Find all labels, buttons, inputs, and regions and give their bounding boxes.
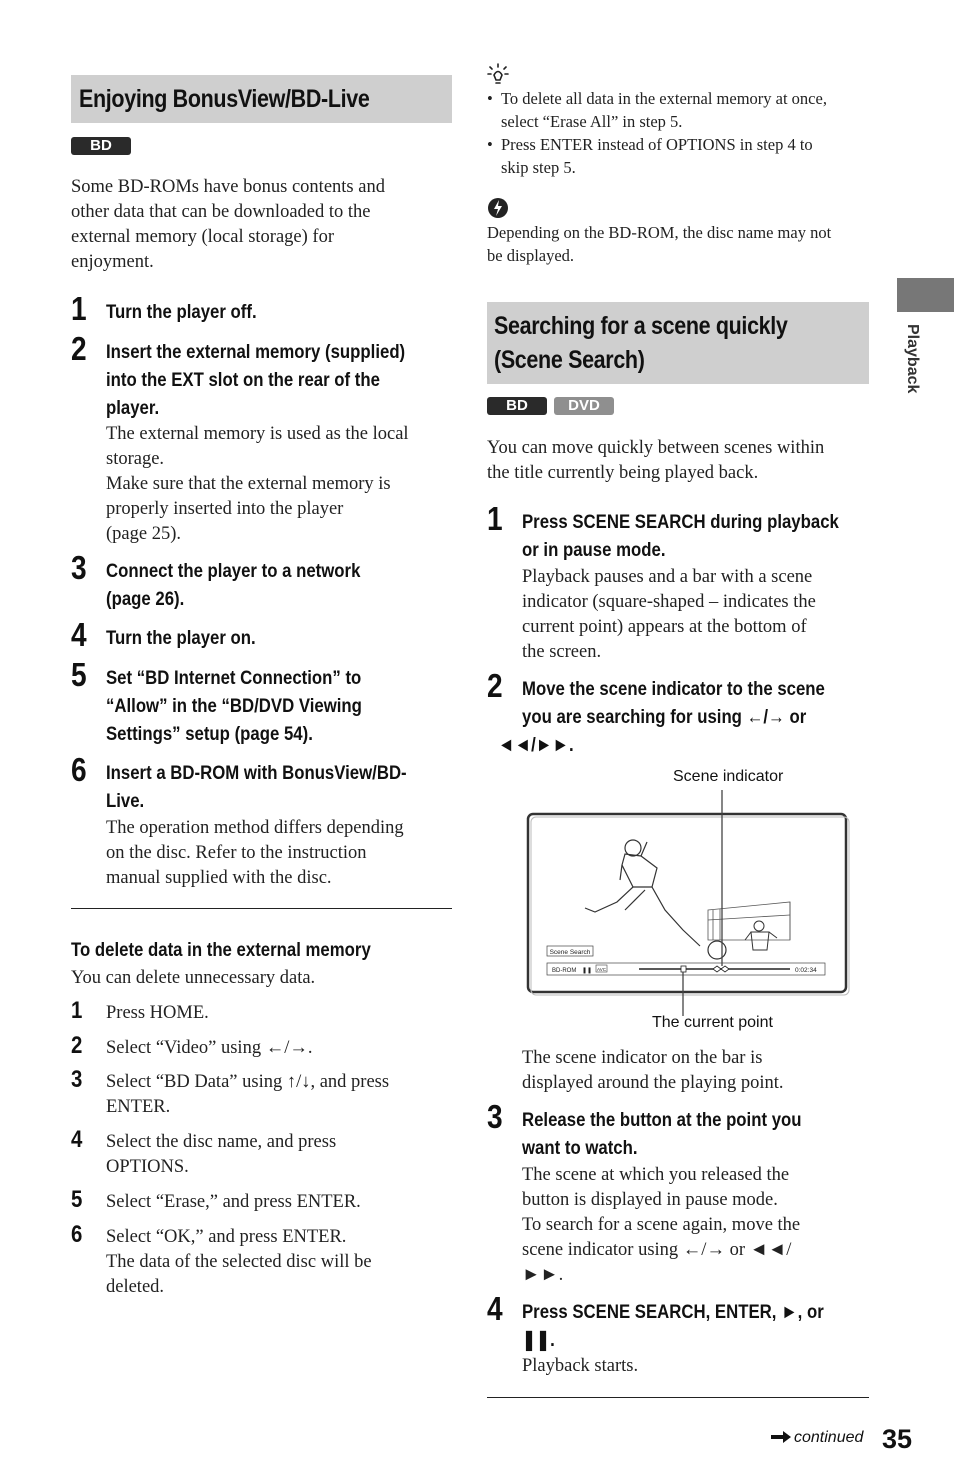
bonusview-intro: Some BD-ROMs have bonus contents and other data that can be downloaded to the external memory (local storage) for enjoyment.: [71, 177, 385, 272]
scene-step-title-3: Release the button at the point you want to watch.: [522, 1109, 802, 1159]
section-heading-line-2: (Scene Search): [494, 346, 645, 374]
step-body-6: The operation method differs depending on the disc. Refer to the instruction manual supplied with the disc.: [106, 818, 404, 888]
step-title-5: Set “BD Internet Connection” to “Allow” in the “BD/DVD Viewing Settings” setup (page 54).: [106, 667, 362, 745]
sub-step-text-5: Select “Erase,” and press ENTER.: [106, 1192, 361, 1212]
step-number-1: 1: [71, 290, 87, 327]
sub-intro: You can delete unnecessary data.: [71, 968, 316, 988]
step-title-3: Connect the player to a network (page 26).: [106, 560, 361, 610]
scene-step-number-1: 1: [487, 500, 503, 537]
scene-indicator-label: Scene indicator: [673, 768, 784, 785]
screen-tag: Scene Search: [549, 949, 591, 956]
scene-search-figure: [525, 790, 851, 1020]
step-number-6: 6: [71, 751, 87, 788]
step-number-5: 5: [71, 656, 87, 693]
sub-step-number-3: 3: [71, 1066, 83, 1093]
bar-codec: AVC: [597, 967, 606, 972]
step-title-1: Turn the player off.: [106, 301, 257, 323]
bar-pause-symbol: ❚❚: [582, 968, 593, 974]
scene-step-number-3: 3: [487, 1098, 503, 1135]
scene-step-title-1: Press SCENE SEARCH during playback or in pause mode.: [522, 511, 839, 561]
note-text: Depending on the BD-ROM, the disc name may not be displayed.: [487, 223, 832, 265]
step-body-2: The external memory is used as the local storage. Make sure that the external memory is properly inserted into the player (page 25).: [106, 424, 409, 544]
tip-item-2: • Press ENTER instead of OPTIONS in step 4 to skip step 5.: [487, 135, 813, 177]
sub-step-number-5: 5: [71, 1186, 83, 1213]
tip-list: [487, 87, 872, 179]
sub-step-number-2: 2: [71, 1032, 83, 1059]
sub-step-text-1: Press HOME.: [106, 1003, 209, 1023]
section-heading-bonusview: [71, 75, 452, 123]
note-icon: [487, 197, 509, 219]
scene-search-intro: You can move quickly between scenes within the title currently being played back.: [487, 438, 825, 483]
sub-step-text-4: Select the disc name, and press OPTIONS.: [106, 1132, 337, 1177]
section-heading-line-1: Searching for a scene quickly: [494, 312, 788, 340]
sub-step-text-2: Select “Video” using ←/→.: [106, 1038, 313, 1058]
sub-step-text-6: Select “OK,” and press ENTER. The data of the selected disc will be deleted.: [106, 1227, 372, 1297]
divider-left: [71, 908, 452, 909]
tip-item-1: • To delete all data in the external memory at once, select “Erase All” in step 5.: [487, 89, 827, 131]
bar-disc-type: BD-ROM: [552, 968, 577, 974]
step-title-2: Insert the external memory (supplied) into the EXT slot on the rear of the player.: [106, 341, 406, 419]
scene-step-number-2: 2: [487, 667, 503, 704]
playback-tab-label: Playback: [904, 324, 921, 394]
figure-description: The scene indicator on the bar is displayed around the playing point.: [522, 1048, 784, 1093]
sub-step-number-4: 4: [71, 1126, 83, 1153]
playback-tab-marker: [897, 278, 954, 312]
tip-icon: [487, 63, 509, 87]
scene-step-body-1: Playback pauses and a bar with a scene indicator (square-shaped – indicates the current point) appears at the bottom of the screen.: [522, 567, 816, 662]
step-number-2: 2: [71, 330, 87, 367]
bar-time: 0:02:34: [795, 967, 817, 974]
step-number-3: 3: [71, 549, 87, 586]
bd-badge: BD: [71, 137, 131, 155]
scene-step-title-2: Move the scene indicator to the scene you are searching for using ←/→ or ◄◄/►►.: [497, 678, 825, 756]
scene-step-number-4: 4: [487, 1290, 503, 1327]
sub-step-text-3: Select “BD Data” using ↑/↓, and press ENTER.: [106, 1072, 390, 1117]
bd-badge-right: BD: [487, 397, 547, 415]
scene-step-title-4: Press SCENE SEARCH, ENTER, ►, or ❚❚.: [522, 1301, 824, 1351]
section-heading-scene-search: [487, 302, 869, 384]
sub-heading-delete-data: To delete data in the external memory: [71, 939, 371, 961]
scene-step-body-3: The scene at which you released the button is displayed in pause mode. To search for a scene again, move the scene indicator using ←/→ or ◄◄/ ►►.: [522, 1165, 801, 1285]
step-title-6: Insert a BD-ROM with BonusView/BD- Live.: [106, 762, 407, 812]
divider-right: [487, 1397, 869, 1398]
section-heading-bonusview-text: Enjoying BonusView/BD-Live: [79, 85, 370, 113]
page-number: 35: [882, 1424, 913, 1454]
sub-step-number-1: 1: [71, 997, 83, 1024]
scene-step-body-4: Playback starts.: [522, 1356, 639, 1376]
step-number-4: 4: [71, 616, 87, 653]
current-point-label: The current point: [652, 1014, 773, 1031]
sub-step-number-6: 6: [71, 1221, 83, 1248]
continued-arrow-icon: [770, 1430, 792, 1444]
step-title-4: Turn the player on.: [106, 627, 256, 649]
dvd-badge: DVD: [554, 397, 614, 415]
continued-text: continued: [794, 1429, 864, 1446]
